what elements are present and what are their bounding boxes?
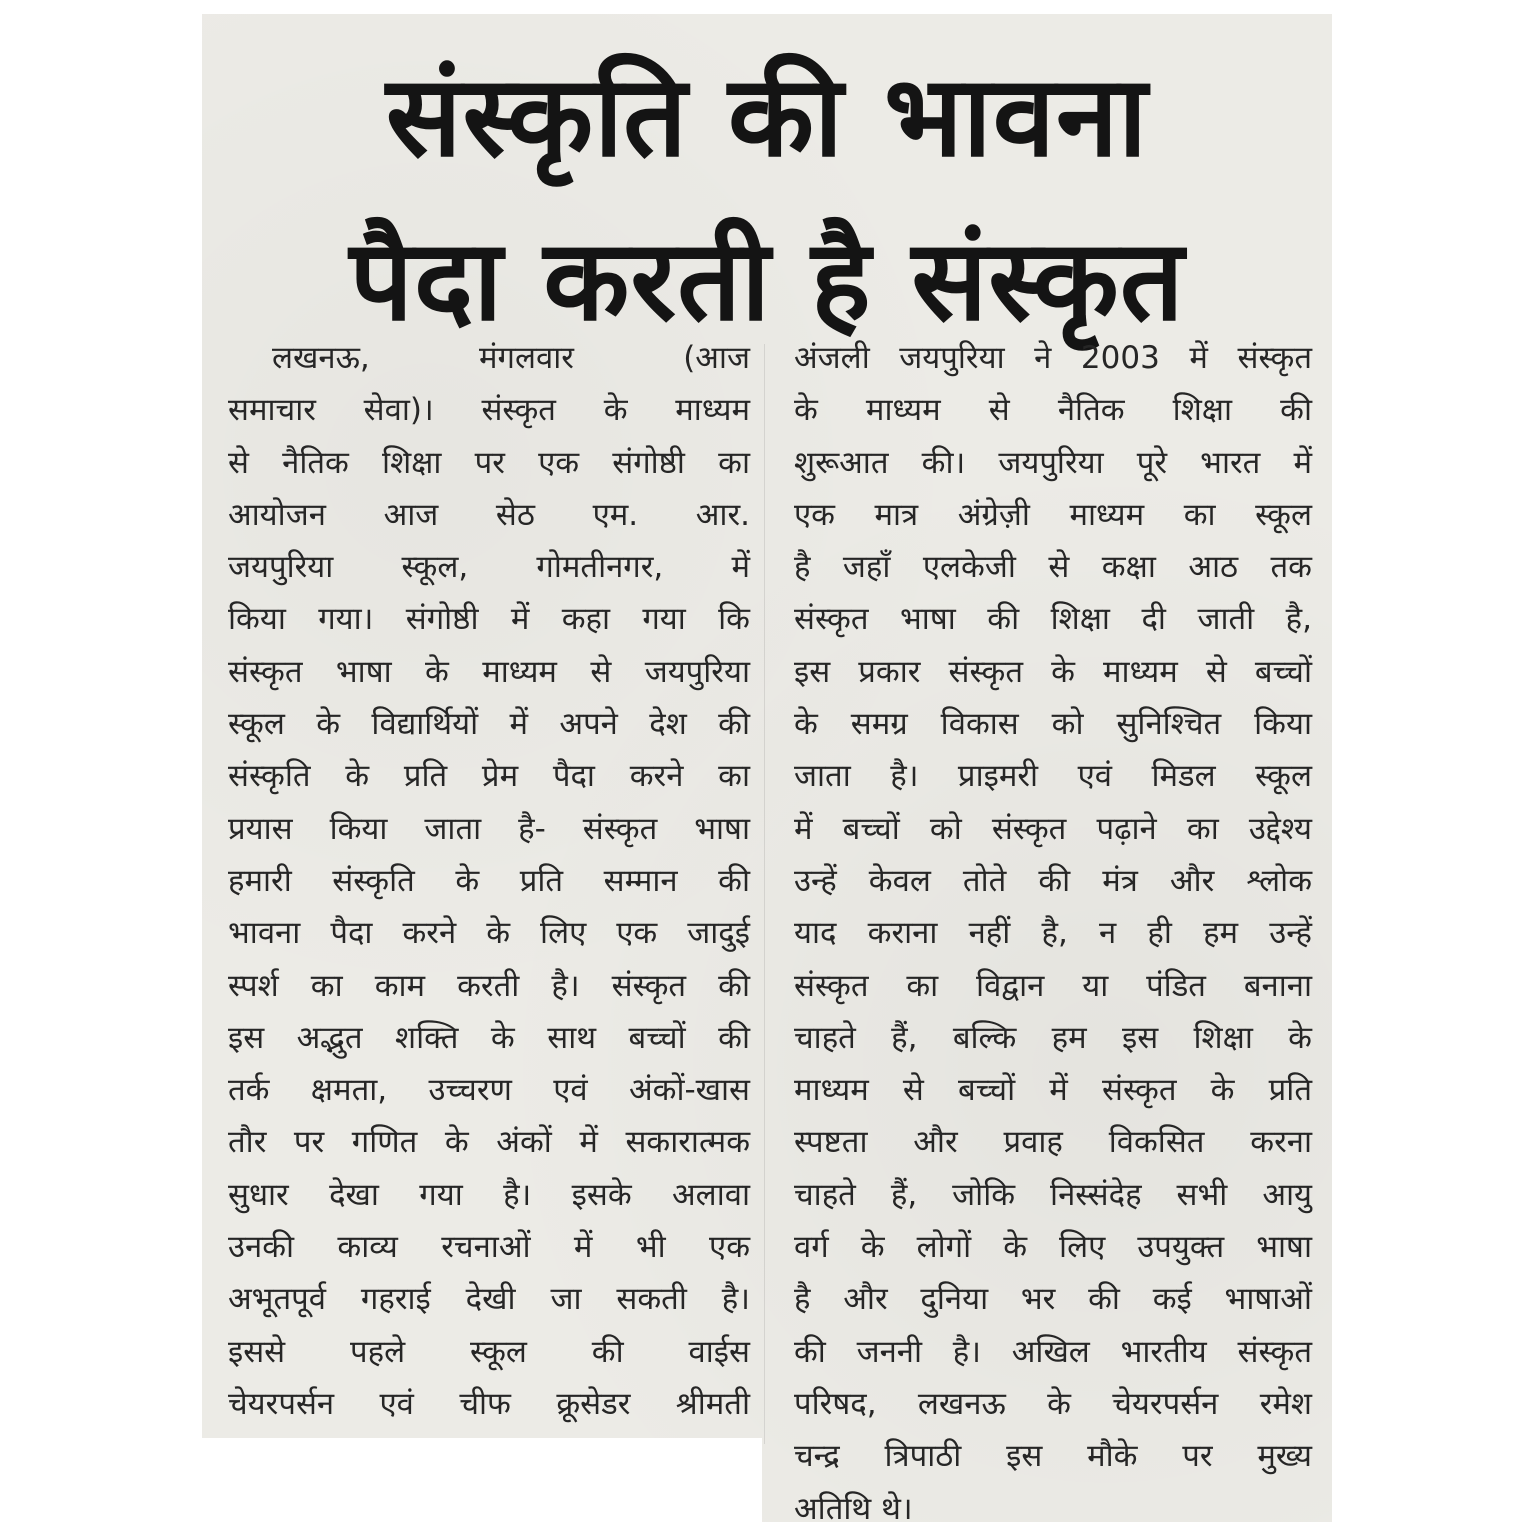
article-line: संस्कृत भाषा के माध्यम से जयपुरिया — [228, 653, 750, 690]
article-line: इस प्रकार संस्कृत के माध्यम से बच्चों — [794, 653, 1312, 690]
article-line: इस अद्भुत शक्ति के साथ बच्चों की — [228, 1019, 750, 1056]
article-line: संस्कृत का विद्वान या पंडित बनाना — [794, 967, 1312, 1004]
article-line: शुरूआत की। जयपुरिया पूरे भारत में — [794, 444, 1312, 481]
article-line: उन्हें केवल तोते की मंत्र और श्लोक — [794, 862, 1312, 899]
article-line: चन्द्र त्रिपाठी इस मौके पर मुख्य — [794, 1438, 1312, 1475]
newspaper-clipping — [202, 14, 1332, 1527]
article-line: है जहाँ एलकेजी से कक्षा आठ तक — [794, 549, 1312, 586]
article-column-left — [228, 332, 750, 1430]
article-column-right — [794, 332, 1312, 1535]
article-line: स्कूल के विद्यार्थियों में अपने देश की — [228, 706, 750, 743]
article-line: अभूतपूर्व गहराई देखी जा सकती है। — [228, 1281, 750, 1318]
article-line: तौर पर गणित के अंकों में सकारात्मक — [228, 1124, 750, 1161]
article-line: स्पर्श का काम करती है। संस्कृत की — [228, 967, 750, 1004]
article-line: हमारी संस्कृति के प्रति सम्मान की — [228, 862, 750, 899]
article-line: संस्कृति के प्रति प्रेम पैदा करने का — [228, 758, 750, 795]
article-line: माध्यम से बच्चों में संस्कृत के प्रति — [794, 1072, 1312, 1109]
article-line: के समग्र विकास को सुनिश्चित किया — [794, 706, 1312, 743]
article-line: से नैतिक शिक्षा पर एक संगोष्ठी का — [228, 444, 750, 481]
article-line: सुधार देखा गया है। इसके अलावा — [228, 1176, 750, 1213]
article-line: वर्ग के लोगों के लिए उपयुक्त भाषा — [794, 1229, 1312, 1266]
article-line: तर्क क्षमता, उच्चरण एवं अंकों-खास — [228, 1072, 750, 1109]
article-line: उनकी काव्य रचनाओं में भी एक — [228, 1229, 750, 1266]
article-line: एक मात्र अंग्रेज़ी माध्यम का स्कूल — [794, 496, 1312, 533]
article-line: स्पष्टता और प्रवाह विकसित करना — [794, 1124, 1312, 1161]
article-line: इससे पहले स्कूल की वाईस — [228, 1333, 750, 1370]
article-line: याद कराना नहीं है, न ही हम उन्हें — [794, 915, 1312, 952]
article-line: में बच्चों को संस्कृत पढ़ाने का उद्देश्य — [794, 810, 1312, 847]
article-line: अतिथि थे। — [794, 1490, 913, 1527]
article-line: किया गया। संगोष्ठी में कहा गया कि — [228, 601, 750, 638]
article-line: जयपुरिया स्कूल, गोमतीनगर, में — [228, 549, 750, 586]
article-line: जाता है। प्राइमरी एवं मिडल स्कूल — [794, 758, 1312, 795]
article-line: आयोजन आज सेठ एम. आर. — [228, 496, 750, 533]
article-line: की जननी है। अखिल भारतीय संस्कृत — [794, 1333, 1312, 1370]
article-line: प्रयास किया जाता है- संस्कृत भाषा — [228, 810, 750, 847]
article-line: चाहते हैं, बल्कि हम इस शिक्षा के — [794, 1019, 1312, 1056]
article-line: अंजली जयपुरिया ने 2003 में संस्कृत — [794, 340, 1312, 376]
article-line: चेयरपर्सन एवं चीफ क्रूसेडर श्रीमती — [228, 1385, 750, 1422]
article-line: संस्कृत भाषा की शिक्षा दी जाती है, — [794, 601, 1312, 638]
article-line: परिषद, लखनऊ के चेयरपर्सन रमेश — [794, 1385, 1312, 1422]
article-line: लखनऊ, मंगलवार (आज — [272, 340, 750, 376]
article-line: समाचार सेवा)। संस्कृत के माध्यम — [228, 392, 750, 429]
article-line: चाहते हैं, जोकि निस्संदेह सभी आयु — [794, 1176, 1312, 1213]
headline-line-2: पैदा करती है संस्कृत — [349, 216, 1185, 346]
article-line: के माध्यम से नैतिक शिक्षा की — [794, 392, 1312, 429]
article-line: भावना पैदा करने के लिए एक जादुई — [228, 915, 750, 952]
clipping-torn-edge — [202, 1438, 762, 1522]
article-line: है और दुनिया भर की कई भाषाओं — [794, 1281, 1312, 1318]
headline-line-1: संस्कृति की भावना — [385, 52, 1149, 182]
column-divider — [764, 344, 765, 1444]
